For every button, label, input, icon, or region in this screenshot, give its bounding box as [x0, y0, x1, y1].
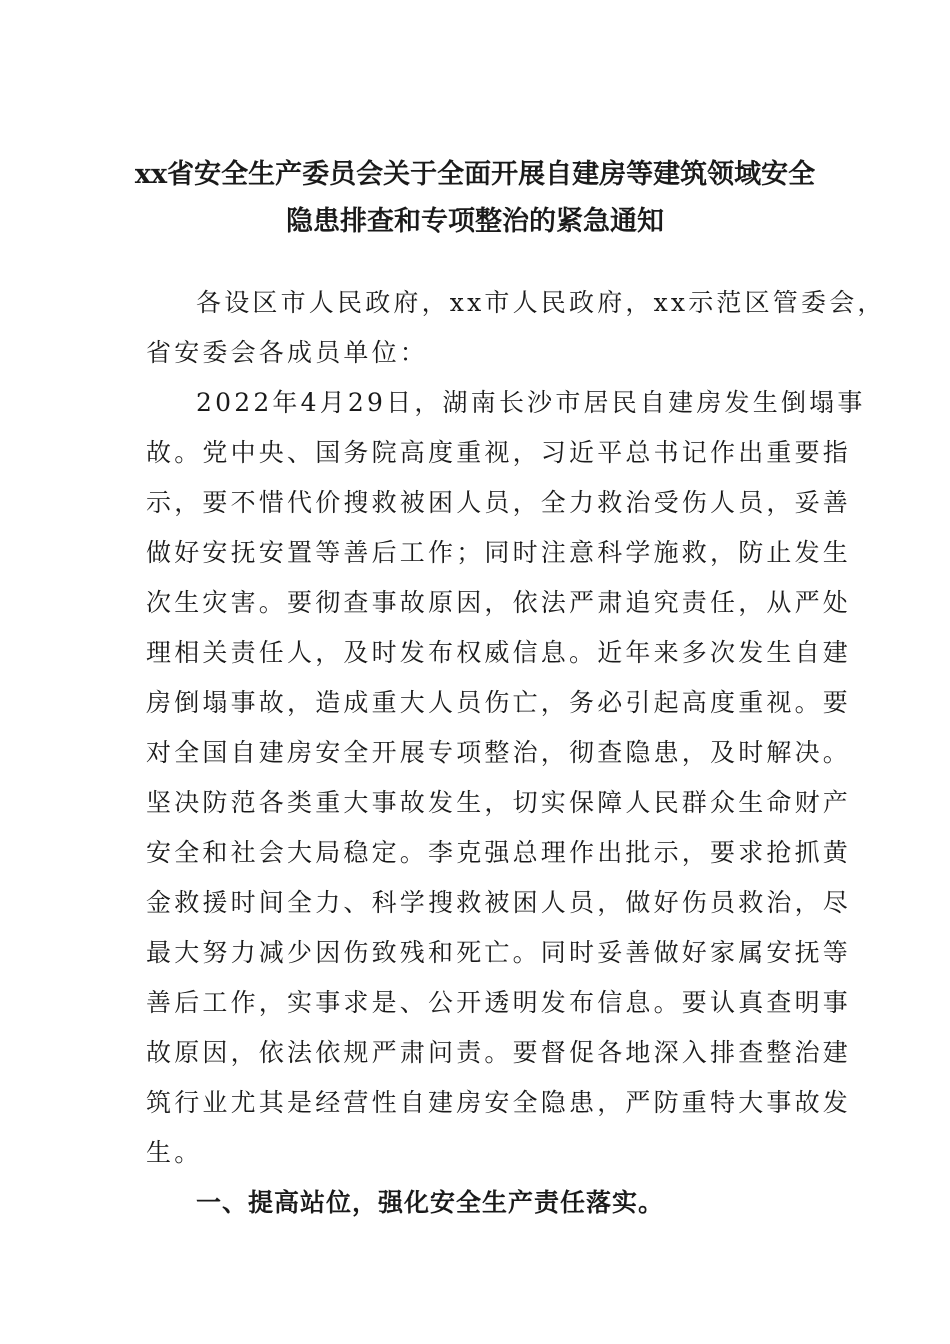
body-text-line: 房倒塌事故，造成重大人员伤亡，务必引起高度重视。要: [146, 688, 852, 717]
body-text-line: 坚决防范各类重大事故发生，切实保障人民群众生命财产: [146, 788, 852, 817]
body-text-line: 对全国自建房安全开展专项整治，彻查隐患，及时解决。: [146, 738, 852, 767]
document-title-line-2: 隐患排查和专项整治的紧急通知: [286, 206, 664, 237]
body-text-line: 安全和社会大局稳定。李克强总理作出批示，要求抢抓黄: [146, 838, 852, 867]
section-heading: 一、提高站位，强化安全生产责任落实。: [196, 1188, 665, 1217]
body-text-line: 筑行业尤其是经营性自建房安全隐患，严防重特大事故发: [146, 1088, 852, 1117]
addressee-line: 各设区市人民政府，xx市人民政府，xx示范区管委会，: [196, 288, 886, 317]
body-text-line: 示，要不惜代价搜救被困人员，全力救治受伤人员，妥善: [146, 488, 852, 517]
body-text-line: 最大努力减少因伤致残和死亡。同时妥善做好家属安抚等: [146, 938, 852, 967]
document-title-line-1: xx省安全生产委员会关于全面开展自建房等建筑领域安全: [134, 159, 816, 190]
addressee-line: 省安委会各成员单位：: [146, 338, 429, 367]
body-text-line: 故原因，依法依规严肃问责。要督促各地深入排查整治建: [146, 1038, 852, 1067]
body-text-line: 故。党中央、国务院高度重视，习近平总书记作出重要指: [146, 438, 852, 467]
body-text-line: 2022年4月29日，湖南长沙市居民自建房发生倒塌事: [196, 388, 866, 417]
body-text-line: 金救援时间全力、科学搜救被困人员，做好伤员救治，尽: [146, 888, 852, 917]
body-text-line: 生。: [146, 1138, 203, 1167]
body-text-line: 做好安抚安置等善后工作；同时注意科学施救，防止发生: [146, 538, 852, 567]
body-text-line: 善后工作，实事求是、公开透明发布信息。要认真查明事: [146, 988, 852, 1017]
body-text-line: 理相关责任人，及时发布权威信息。近年来多次发生自建: [146, 638, 852, 667]
body-text-line: 次生灾害。要彻查事故原因，依法严肃追究责任，从严处: [146, 588, 852, 617]
